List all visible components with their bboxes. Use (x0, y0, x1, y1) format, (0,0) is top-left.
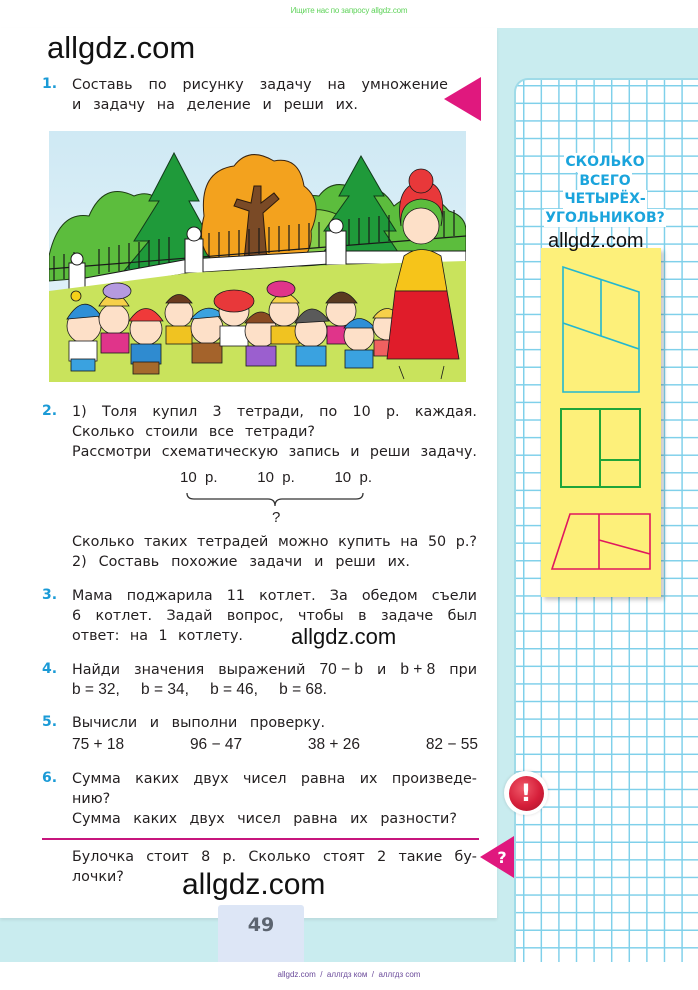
word: р. (385, 404, 400, 420)
word: Булочка (72, 849, 134, 865)
word: их. (335, 97, 358, 113)
word: Мама (72, 588, 113, 604)
sticky-note-quadrilaterals (541, 248, 661, 597)
word: котлет. (259, 588, 316, 604)
sidebar-title-line: СКОЛЬКО (565, 154, 645, 170)
word: 11 (226, 588, 245, 604)
word: запись (288, 444, 340, 460)
quadrilateral-figure-middle (561, 409, 640, 487)
task-5-expressions (72, 734, 478, 756)
scheme-items (180, 467, 372, 489)
word: обедом (361, 588, 418, 604)
word: Сколько (248, 849, 311, 865)
word: каких (133, 811, 178, 827)
expression: 75 + 18 (72, 736, 125, 753)
task-4-line-2 (72, 679, 327, 701)
word: р. (222, 849, 237, 865)
task-1-line-2 (72, 94, 358, 116)
word: купил (152, 404, 198, 420)
watermark: allgdz.com (47, 30, 196, 65)
task-3-line-2 (72, 605, 477, 627)
word: выполни (171, 715, 238, 731)
task-number: 1. (42, 76, 58, 92)
word: чисел (242, 771, 287, 787)
word: умножение (361, 77, 448, 93)
word: задачу (259, 77, 312, 93)
expression: b = 34, (141, 681, 189, 698)
word: на (400, 534, 419, 550)
word: тетради, (236, 404, 304, 420)
task-2-line-3 (72, 441, 477, 463)
word: тетради? (244, 424, 315, 440)
word: задачу. (420, 444, 477, 460)
word: стоят (322, 849, 365, 865)
word: Составь (72, 77, 133, 93)
word: 2) (72, 554, 87, 570)
expression: 38 + 26 (307, 736, 361, 753)
word: на (156, 97, 175, 113)
bonus-task-line-2: лочки? (72, 869, 124, 885)
watermark: allgdz.com (291, 624, 397, 649)
word: равна (300, 771, 346, 787)
word: схематическую (161, 444, 279, 460)
task-1-line-1 (72, 74, 448, 96)
word: их (350, 811, 368, 827)
sidebar-title-line: ЧЕТЫРЁХ- (564, 191, 646, 207)
expression: b = 32, (72, 681, 120, 698)
word: чисел (237, 811, 281, 827)
word: все (208, 424, 234, 440)
word: похожие (171, 554, 238, 570)
word: Сколько (72, 534, 135, 550)
word: котлету. (177, 628, 243, 644)
word: в (358, 608, 367, 624)
word: на (129, 628, 148, 644)
svg-text:?: ? (497, 848, 507, 867)
sidebar-title (530, 153, 680, 227)
task-2-line-1 (72, 401, 477, 423)
task-number: 6. (42, 770, 58, 786)
word: Вычисли (72, 715, 138, 731)
exclamation-mark: ! (509, 776, 544, 811)
word: вопрос, (226, 608, 284, 624)
task-2-line-4 (72, 531, 477, 553)
word: двух (189, 811, 225, 827)
sidebar-title-line: ВСЕГО (579, 172, 631, 189)
word: бу- (454, 849, 477, 865)
brace-icon (186, 492, 364, 508)
word: двух (193, 771, 229, 787)
word: поджарила (126, 588, 213, 604)
word: купить (338, 534, 391, 550)
word: на (327, 77, 346, 93)
page-number: 49 (218, 905, 304, 962)
word: значения (134, 662, 205, 678)
word: 2 (377, 849, 387, 865)
task-3-line-3 (72, 625, 243, 647)
word: стоили (145, 424, 198, 440)
task-6-line-1 (72, 768, 477, 790)
word: реши (335, 554, 376, 570)
word: Задай (166, 608, 213, 624)
word: по (319, 404, 338, 420)
bottom-banner (0, 970, 698, 979)
illustration-teacher-and-children (49, 131, 466, 382)
scheme-total: ? (272, 509, 281, 526)
word: 8 (201, 849, 211, 865)
task-2-line-2 (72, 421, 315, 443)
expression: b = 68. (279, 681, 327, 698)
word: За (329, 588, 348, 604)
word: р.? (455, 534, 477, 550)
word: съели (431, 588, 477, 604)
word: 50 (427, 534, 447, 550)
word: реши (369, 444, 411, 460)
scheme-item: 10 р. (180, 469, 218, 486)
word: разности? (380, 811, 457, 827)
word: и (314, 554, 324, 570)
word: и (72, 97, 82, 113)
word: их. (387, 554, 410, 570)
task-5-line-1 (72, 712, 325, 734)
word: каких (135, 771, 179, 787)
task-2-line-5 (72, 551, 410, 573)
expression: b = 46, (210, 681, 258, 698)
bonus-task-line-1 (72, 846, 477, 868)
task-number: 4. (42, 661, 58, 677)
word: 10 (352, 404, 371, 420)
word: рисунку (182, 77, 244, 93)
expression: 70 − b (319, 661, 363, 678)
bottom-banner-text: allgdz.com / аллгдз ком / аллгдз com (277, 970, 421, 979)
word: котлет. (95, 608, 153, 624)
word: Найди (72, 662, 120, 678)
word: 3 (212, 404, 222, 420)
word: задаче (380, 608, 434, 624)
word: можно (277, 534, 329, 550)
word: 1) (72, 404, 87, 420)
word: реши (283, 97, 324, 113)
watermark: allgdz.com (548, 230, 644, 252)
expression: b + 8 (400, 661, 436, 678)
task-6-line-3 (72, 808, 457, 830)
word: ответ: (72, 628, 120, 644)
top-banner: Ищите нас по запросу allgdz.com (290, 6, 408, 15)
word: тетрадей (197, 534, 269, 550)
word: 6 (72, 608, 82, 624)
quadrilateral-figure-bottom (552, 514, 650, 569)
word: каждая. (414, 404, 477, 420)
quadrilateral-figure-top (563, 267, 639, 392)
word: задачи (249, 554, 303, 570)
word: и (350, 444, 360, 460)
task-6-line-2: нию? (72, 791, 111, 807)
word: чтобы (298, 608, 344, 624)
word: таких (143, 534, 188, 550)
word: такие (398, 849, 443, 865)
scheme-item: 10 р. (334, 469, 372, 486)
task-number: 5. (42, 714, 58, 730)
expression: 96 − 47 (189, 736, 243, 753)
word: проверку. (249, 715, 325, 731)
word: и (377, 662, 387, 678)
task-number: 3. (42, 587, 58, 603)
word: произведе- (391, 771, 477, 787)
word: Сумма (72, 771, 121, 787)
word: 1 (158, 628, 168, 644)
word: Сумма (72, 811, 121, 827)
word: их (359, 771, 378, 787)
sidebar-title-line: УГОЛЬНИКОВ? (545, 209, 665, 226)
word: и (262, 97, 272, 113)
word: и (149, 715, 160, 731)
scheme-item: 10 р. (257, 469, 295, 486)
task-4-line-1 (72, 659, 477, 681)
task-number: 2. (42, 403, 58, 419)
expression: 82 − 55 (425, 736, 478, 753)
pink-triangle-icon (444, 77, 481, 121)
task-3-line-1 (72, 585, 477, 607)
word: стоит (146, 849, 189, 865)
word: равна (293, 811, 338, 827)
watermark: allgdz.com (182, 868, 326, 901)
word: по (148, 77, 167, 93)
word: Сколько (72, 424, 135, 440)
word: был (447, 608, 477, 624)
word: задачу (93, 97, 145, 113)
section-divider (42, 838, 479, 840)
word: при (449, 662, 477, 678)
word: Толя (101, 404, 138, 420)
alert-icon (504, 771, 548, 815)
word: деление (186, 97, 251, 113)
question-triangle-icon (480, 836, 514, 878)
word: выражений (218, 662, 306, 678)
word: Рассмотри (72, 444, 152, 460)
word: Составь (98, 554, 160, 570)
